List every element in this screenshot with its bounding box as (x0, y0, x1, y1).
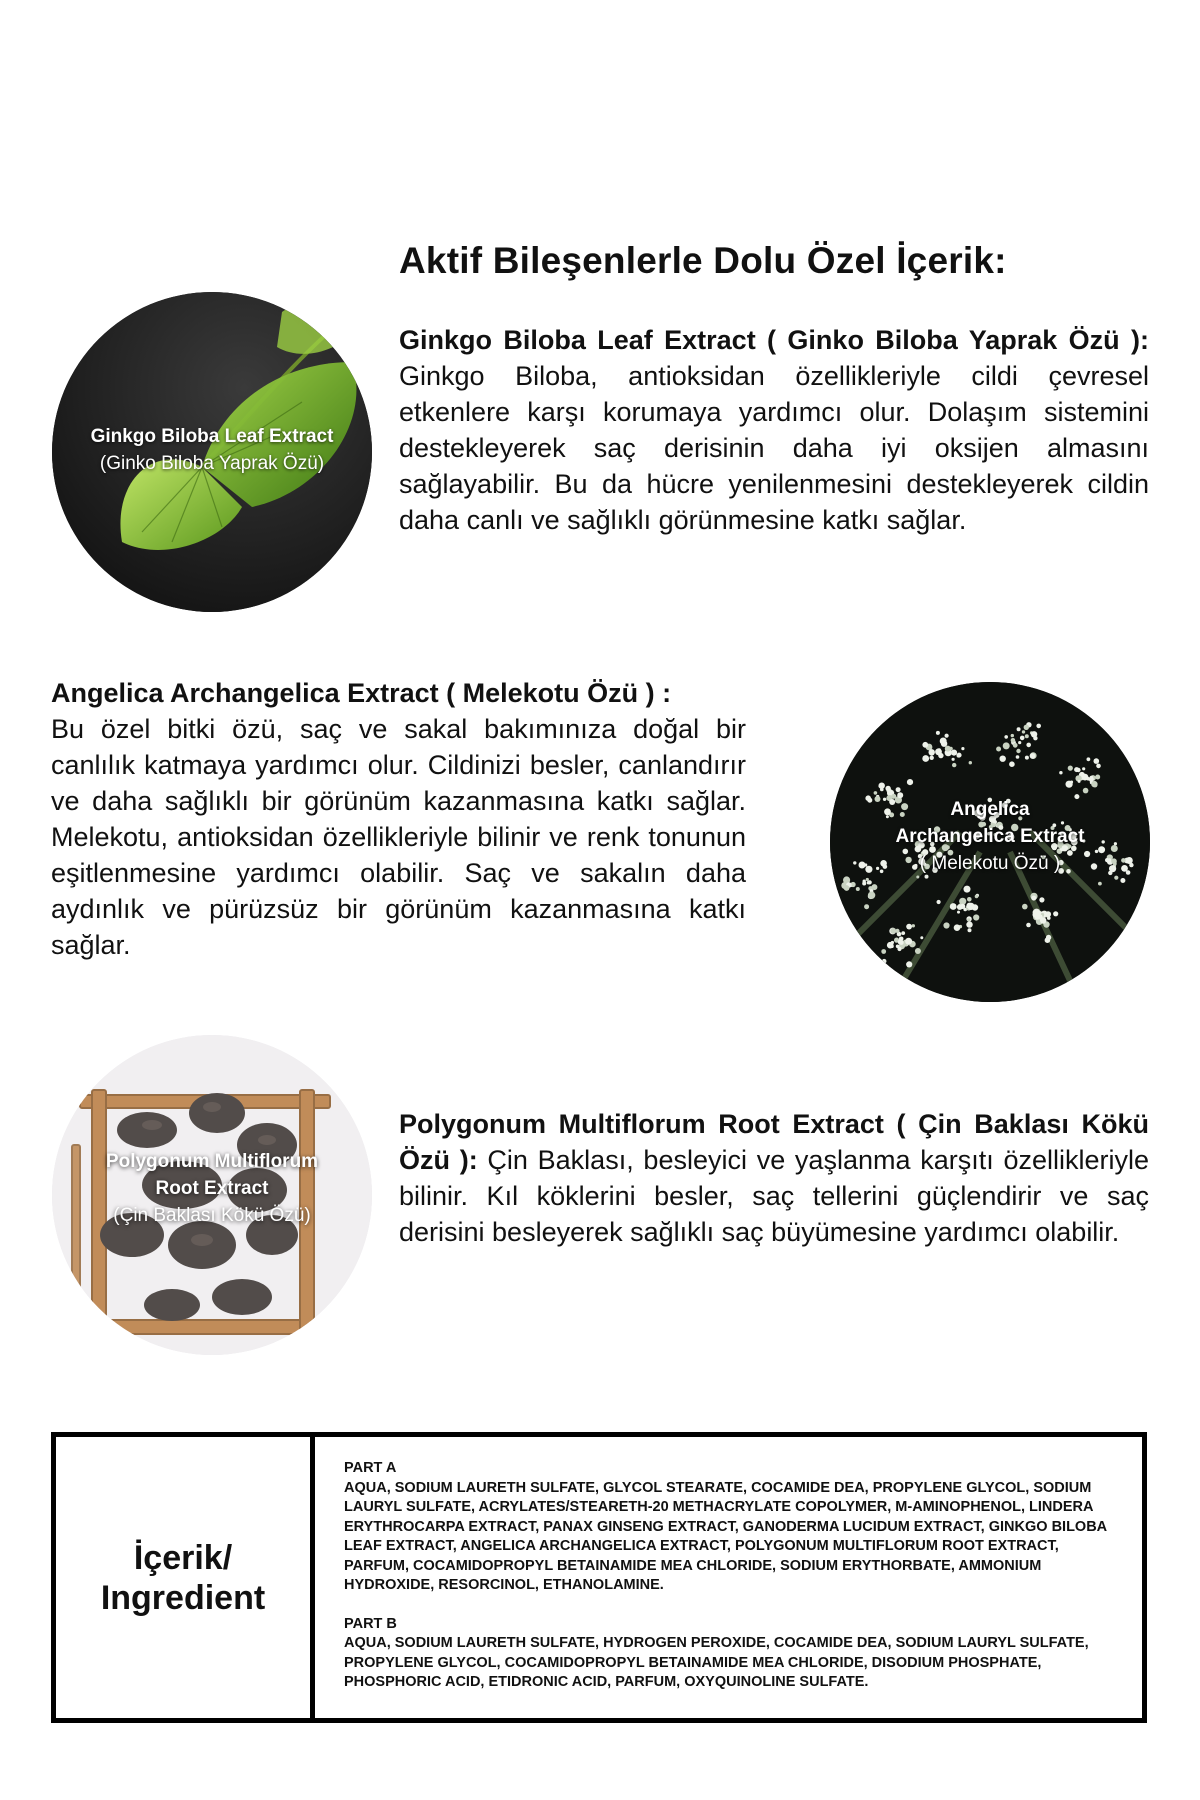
flower-floret (945, 734, 949, 738)
ingredients-heading-line1: İçerik/ (133, 1538, 233, 1577)
flower-floret (1053, 911, 1058, 916)
flower-floret (1004, 735, 1008, 739)
polygonum-description (399, 1106, 1149, 1250)
polygonum-body: Çin Baklası, besleyici ve yaşlanma karşıtı özellikleriyle bilinir. Kıl köklerini besler, saç tellerini güçlendirir ve saç derisini besleyerek sağlıklı saç büyümesine yardımcı olabilir. (399, 1145, 1149, 1247)
flower-floret (952, 758, 955, 761)
ingredients-heading-line2: Ingredient (100, 1578, 266, 1617)
ingredients-list-cell (315, 1437, 1142, 1718)
flower-floret (1036, 724, 1041, 729)
flower-floret (915, 948, 921, 954)
flower-floret (1013, 743, 1018, 748)
flower-floret (868, 880, 872, 884)
flower-floret (954, 924, 961, 931)
flower-floret (969, 761, 972, 764)
flower-floret (1039, 897, 1044, 902)
flower-floret (975, 895, 979, 899)
flower-floret (1030, 753, 1036, 759)
flower-floret (920, 936, 923, 939)
flower-floret (871, 884, 877, 890)
ingredients-heading (101, 1538, 265, 1618)
angelica-caption-title-2: Archangelica Extract (895, 826, 1085, 847)
flower-floret (937, 900, 941, 904)
flower-floret (882, 959, 887, 964)
flower-floret (1025, 756, 1029, 760)
flower-floret (1098, 882, 1102, 886)
flower-floret (1087, 777, 1091, 781)
flower-floret (1026, 743, 1031, 748)
flower-floret (935, 748, 942, 755)
ginkgo-lead: Ginkgo Biloba Leaf Extract ( Ginko Biloba Yaprak Özü ): (399, 325, 1149, 355)
polygonum-root-image (52, 1035, 372, 1355)
ginkgo-caption-subtitle: (Ginko Biloba Yaprak Özü) (99, 453, 325, 474)
flower-floret (1035, 915, 1040, 920)
ginkgo-caption-title: Ginkgo Biloba Leaf Extract (90, 426, 334, 447)
flower-floret (1059, 771, 1062, 774)
flower-floret (1000, 756, 1006, 762)
flower-floret (868, 892, 875, 899)
flower-floret (970, 904, 973, 907)
flower-floret (1022, 904, 1028, 910)
flower-floret (1045, 937, 1051, 943)
flower-floret (996, 747, 1001, 752)
flower-floret (1087, 757, 1091, 761)
ginkgo-description (399, 322, 1149, 538)
flower-floret (961, 747, 964, 750)
flower-floret (957, 911, 960, 914)
flower-floret (907, 779, 913, 785)
flower-floret (1068, 766, 1073, 771)
flower-floret (1074, 767, 1079, 772)
flower-floret (856, 887, 860, 891)
flower-floret (901, 931, 905, 935)
flower-floret (881, 949, 886, 954)
flower-floret (930, 756, 934, 760)
flower-floret (1017, 727, 1021, 731)
flower-floret (1016, 755, 1020, 759)
flower-floret (1018, 741, 1021, 744)
flower-floret (966, 921, 972, 927)
flower-floret (887, 790, 891, 794)
flower-floret (922, 755, 929, 762)
ginkgo-leaf-image (52, 292, 372, 612)
flower-floret (1083, 788, 1089, 794)
angelica-lead: Angelica Archangelica Extract ( Melekotu Özü ) : (51, 678, 672, 708)
flower-floret (906, 961, 912, 967)
flower-floret (967, 918, 970, 921)
flower-floret (945, 746, 951, 752)
flower-floret (899, 937, 904, 942)
flower-floret (1096, 764, 1101, 769)
flower-floret (1025, 734, 1029, 738)
flower-floret (905, 938, 912, 945)
angelica-flower-image (830, 682, 1150, 1002)
ingredients-table (51, 1432, 1147, 1723)
flower-floret (1026, 923, 1031, 928)
polygonum-lead: Polygonum Multiflorum Root Extract ( Çin Baklası Kökü Özü ): (399, 1109, 1149, 1175)
flower-floret (864, 904, 869, 909)
flower-floret (941, 741, 947, 747)
flower-floret (1022, 730, 1025, 733)
flower-floret (1045, 911, 1051, 917)
polygonum-caption-title-1: Polygonum Multiflorum (105, 1151, 319, 1172)
angelica-caption-title-1: Angelica (950, 799, 1030, 820)
flower-floret (844, 885, 850, 891)
flower-floret (943, 922, 949, 928)
angelica-body: Bu özel bitki özü, saç ve sakal bakımınıza doğal bir canlılık katmaya yardımcı olur. Cildinizi besler, canlandırır ve daha sağlıklı bir görünüm kazanmasına katkı sağlar. Melekotu, antioksidan özellikleriyle bilinir ve renk tonunun eşitlenmesine yardımcı olabilir. Saç ve sakalın daha aydınlık ve pürüzsüz bir görünüm kazanmasına katkı sağlar. (51, 714, 746, 960)
ginkgo-body: Ginkgo Biloba, antioksidan özellikleriyle cildi çevresel etkenlere karşı korumaya yardımcı olur. Dolaşım sistemini destekleyerek saç derisinin daha iyi oksijen almasını sağlayabilir. Bu da hücre yenilenmesini destekleyerek cildin daha canlı ve sağlıklı görünmesine katkı sağlar. (399, 361, 1149, 535)
flower-floret (968, 928, 972, 932)
flower-floret (1011, 738, 1016, 743)
flower-floret (1120, 878, 1125, 883)
flower-floret (1011, 734, 1014, 737)
flower-floret (1082, 767, 1085, 770)
flower-floret (1031, 896, 1036, 901)
flower-floret (866, 878, 869, 881)
flower-floret (874, 791, 878, 795)
ingredients-heading-cell (56, 1437, 315, 1718)
flower-floret (896, 787, 901, 792)
flower-floret (957, 753, 962, 758)
flower-floret (973, 914, 979, 920)
part-b-ingredients: AQUA, SODIUM LAURETH SULFATE, HYDROGEN PEROXIDE, COCAMIDE DEA, SODIUM LAURYL SULFATE, PROPYLENE GLYCOL, COCAMIDOPROPYL BETAINAMIDE MEA CHLORIDE, DISODIUM PHOSPHATE, PHOSPHORIC ACID, ETIDRONIC ACID, PARFUM, OXYQUINOLINE SULFATE. (344, 1635, 1089, 1690)
flower-floret (964, 886, 971, 893)
flower-floret (1094, 758, 1100, 764)
flower-floret (1091, 781, 1097, 787)
flower-floret (890, 928, 896, 934)
flower-floret (912, 924, 915, 927)
flower-floret (960, 904, 965, 909)
part-a-ingredients: AQUA, SODIUM LAURETH SULFATE, GLYCOL STEARATE, COCAMIDE DEA, PROPYLENE GLYCOL, SODIUM LAURYL SULFATE, ACRYLATES/STEARETH-20 METHACRYLATE COPOLYMER, M-AMINOPHENOL, LINDERA ERYTHROCARPA EXTRACT, PANAX GINSENG EXTRACT, GANODERMA LUCIDUM EXTRACT, GINKGO BILOBA LEAF EXTRACT, ANGELICA ARCHANGELICA EXTRACT, POLYGONUM MULTIFLORUM ROOT EXTRACT, PARFUM, COCAMIDOPROPYL BETAINAMIDE MEA CHLORIDE, SODIUM ERYTHORBATE, AMMONIUM HYDROXIDE, RESORCINOL, ETHANOLAMINE. (344, 1479, 1107, 1593)
ginkgo-image-caption (52, 423, 372, 477)
flower-floret (950, 903, 957, 910)
flower-floret (906, 924, 912, 930)
flower-floret (1020, 736, 1025, 741)
flower-floret (1033, 736, 1037, 740)
part-b-label: PART B (344, 1615, 397, 1632)
page-title: Aktif Bileşenlerle Dolu Özel İçerik: (399, 240, 1007, 281)
angelica-caption-subtitle: ( Melekotu Özü ) (919, 853, 1061, 874)
flower-floret (1095, 775, 1100, 780)
part-a-label: PART A (344, 1460, 397, 1476)
flower-floret (952, 763, 956, 767)
flower-floret (896, 945, 900, 949)
angelica-description (51, 675, 746, 963)
flower-floret (887, 942, 894, 949)
angelica-image-caption (830, 796, 1150, 877)
flower-floret (967, 897, 972, 902)
polygonum-image-caption (52, 1148, 372, 1229)
flower-floret (922, 742, 928, 748)
polygonum-caption-title-2: Root Extract (155, 1178, 269, 1199)
flower-floret (862, 882, 866, 886)
flower-floret (1016, 749, 1020, 753)
flower-floret (1070, 781, 1073, 784)
flower-floret (1009, 761, 1015, 767)
flower-floret (879, 784, 882, 787)
flower-floret (1024, 725, 1029, 730)
flower-floret (936, 731, 940, 735)
flower-floret (1078, 780, 1081, 783)
polygonum-caption-subtitle: (Çin Baklası Kökü Özü) (113, 1205, 311, 1226)
flower-floret (929, 749, 935, 755)
flower-floret (1003, 742, 1010, 749)
